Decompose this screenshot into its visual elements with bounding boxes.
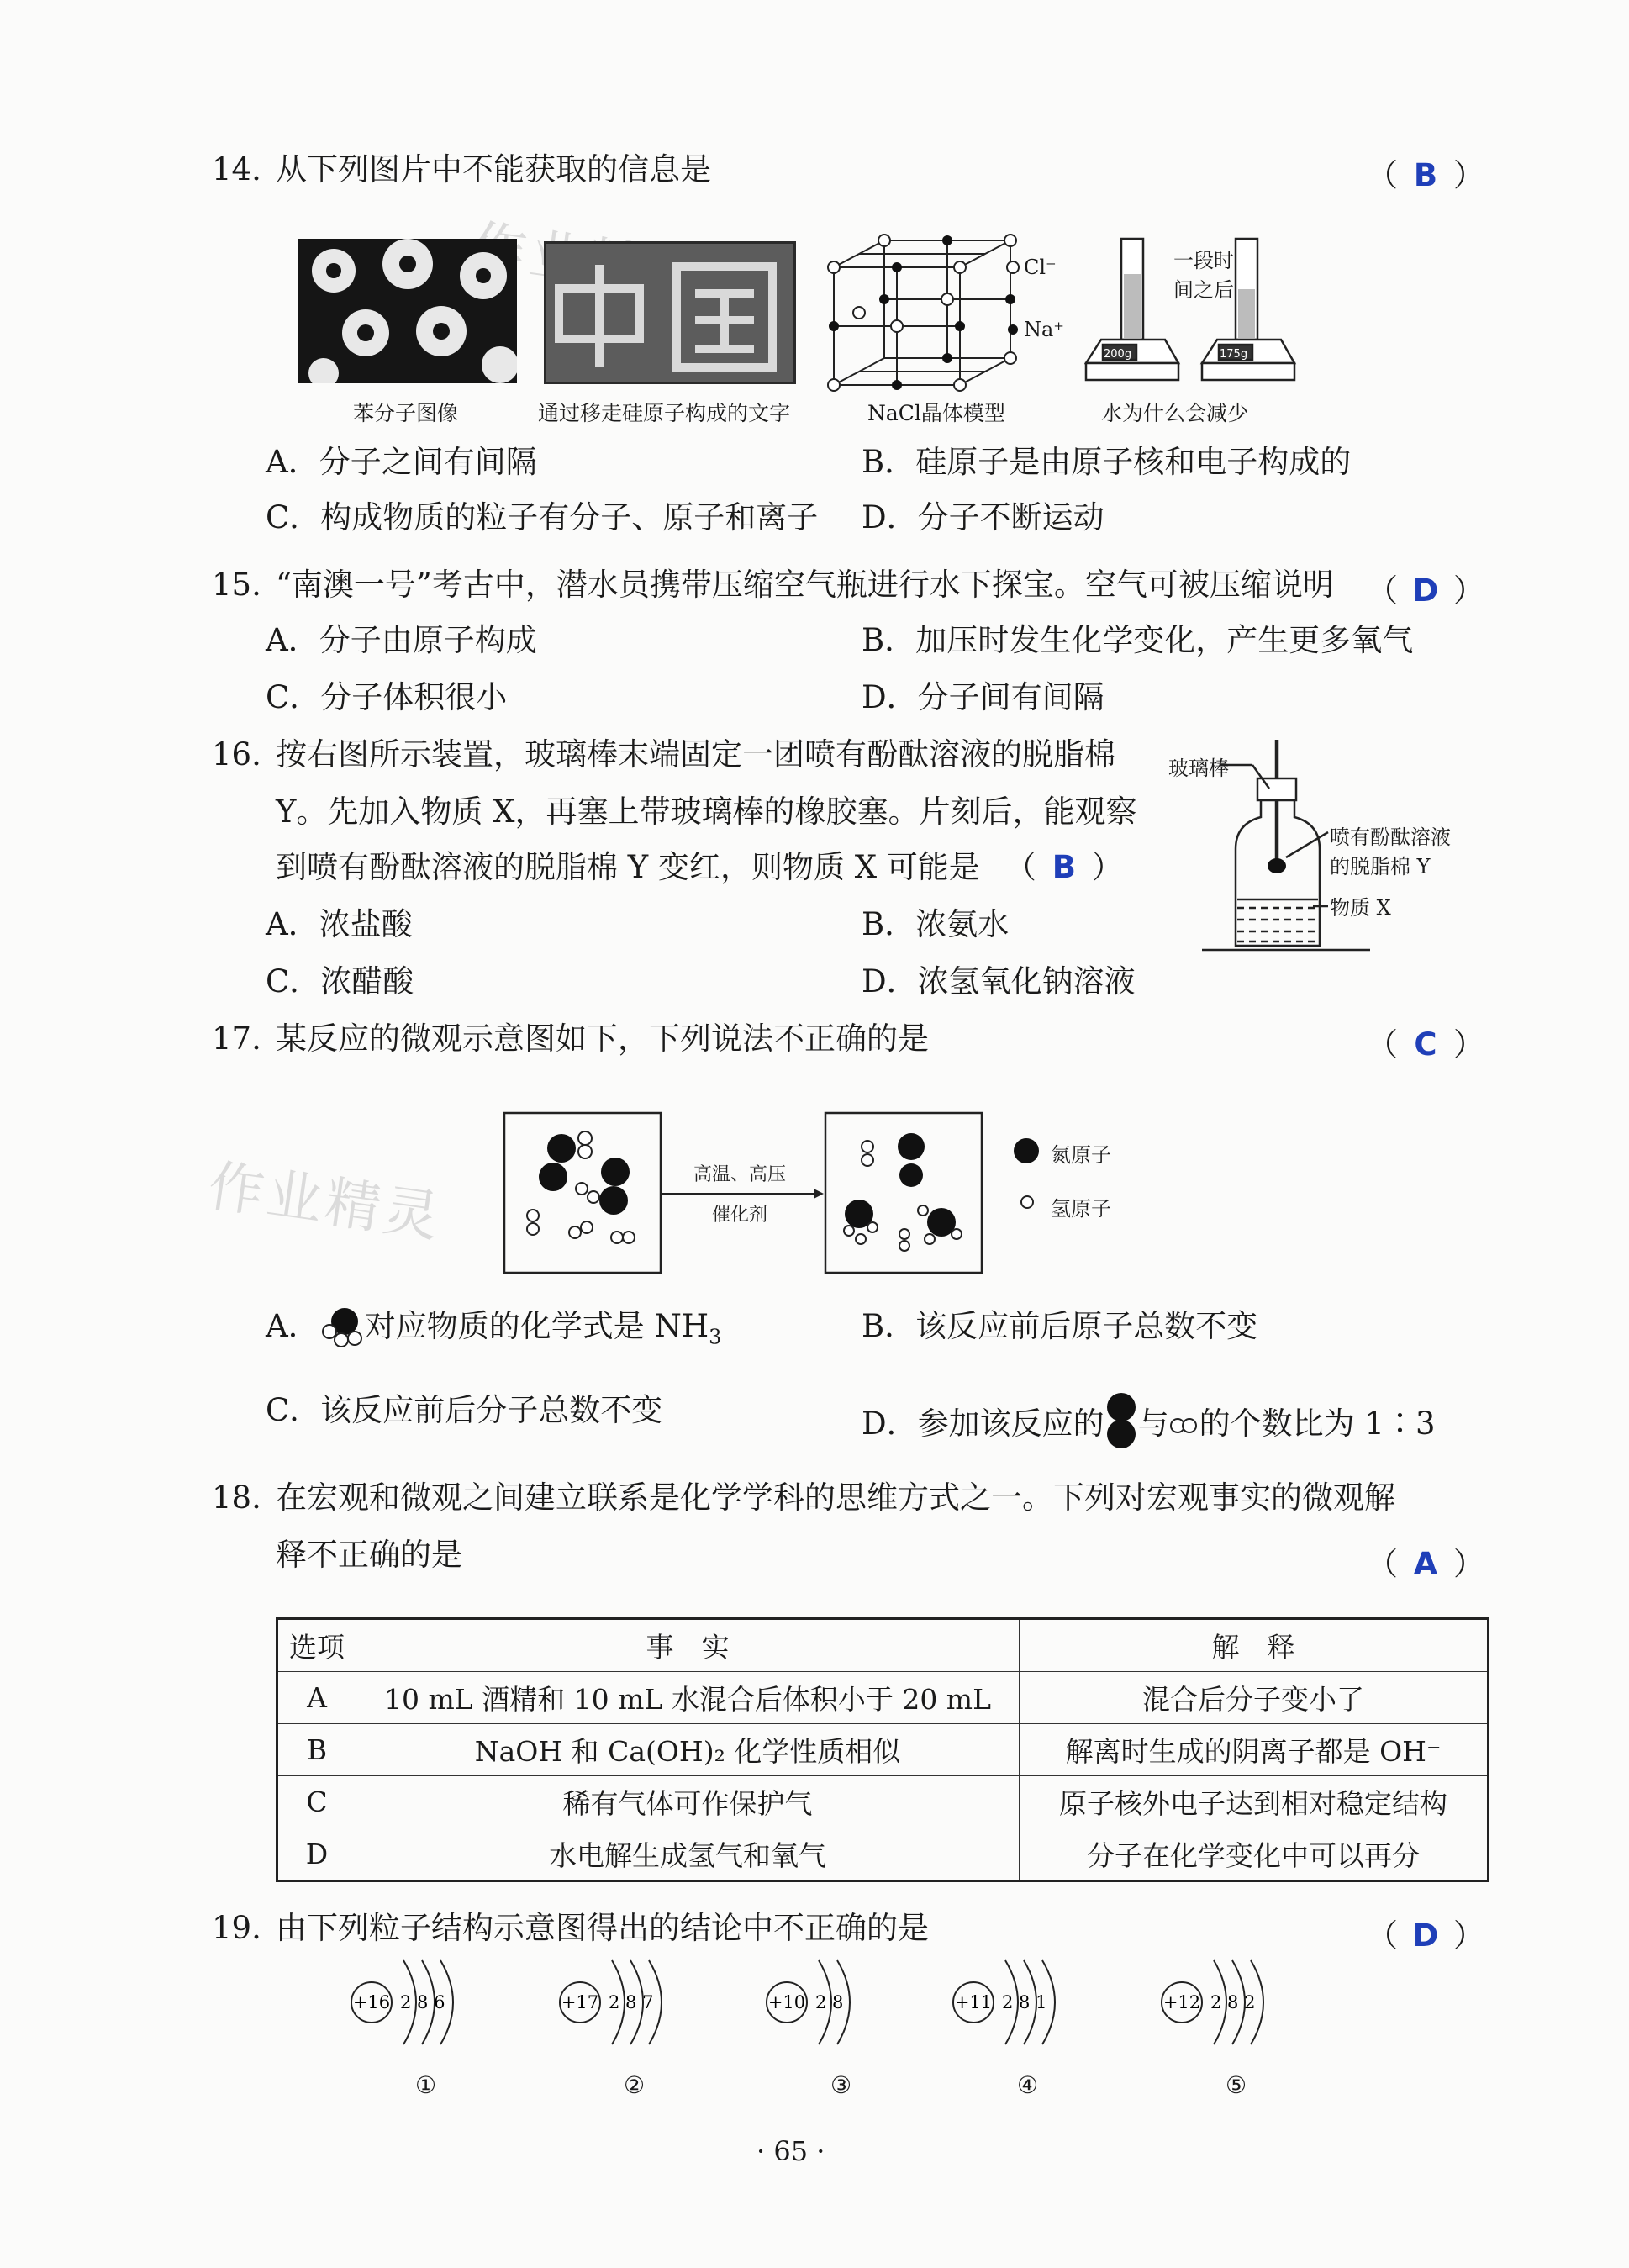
watermark: 作业精灵 <box>204 1152 447 1251</box>
option-a: A．浓盐酸 <box>266 906 413 942</box>
legend-nitrogen: 氮原子 <box>1051 1143 1111 1167</box>
na-label: Na⁺ <box>1024 318 1064 341</box>
option-c: C．构成物质的粒子有分子、原子和离子 <box>266 499 819 535</box>
question-text: 从下列图片中不能获取的信息是 <box>276 151 711 187</box>
nucleus-charge: +17 <box>561 1992 599 2012</box>
particle-label: ④ <box>1017 2071 1039 2099</box>
question-line-1: 按右图所示装置，玻璃棒末端固定一团喷有酚酞溶液的脱脂棉 <box>276 736 1115 773</box>
option-b: B．该反应前后原子总数不变 <box>862 1308 1258 1344</box>
answer-bracket: （ D ） <box>1367 1917 1484 1954</box>
option-a: A．分子之间有间隔 <box>266 444 537 480</box>
answer: B <box>1413 157 1438 193</box>
question-17 <box>212 1019 929 1059</box>
option-a: A．分子由原子构成 <box>266 622 537 658</box>
question-line-3: 到喷有酚酞溶液的脱脂棉 Y 变红，则物质 X 可能是 （ B ） <box>276 847 1123 888</box>
particle-label: ⑤ <box>1226 2071 1247 2099</box>
option-d: D．分子间有间隔 <box>862 679 1104 715</box>
question-number: 15. <box>212 567 261 603</box>
reaction-diagram <box>503 1111 999 1279</box>
question-15 <box>212 565 1334 605</box>
condition-1: 高温、高压 <box>693 1164 787 1185</box>
option-d: D．浓氢氧化钠溶液 <box>862 963 1136 1000</box>
scale-reading-2: 175g <box>1220 348 1248 361</box>
option-c: C．浓醋酸 <box>266 963 414 1000</box>
answer: B <box>1052 849 1076 885</box>
legend-hydrogen: 氢原子 <box>1051 1197 1111 1221</box>
label-substance-x: 物质 X <box>1330 896 1391 920</box>
question-number: 16. <box>212 736 261 773</box>
caption-2: 通过移走硅原子构成的文字 <box>538 401 791 425</box>
nucleus-charge: +12 <box>1162 1992 1201 2012</box>
cl-label: Cl⁻ <box>1024 256 1057 279</box>
answer-bracket: （ C ） <box>1367 1026 1484 1063</box>
caption-3: NaCl晶体模型 <box>867 401 1005 425</box>
nucleus-charge: +16 <box>352 1992 391 2012</box>
answer: D <box>1412 1917 1439 1954</box>
benzene-image <box>298 239 517 383</box>
question-14 <box>212 150 711 190</box>
nitrogen-atom-legend-icon <box>1012 1137 1041 1165</box>
table-row: A 10 mL 酒精和 10 mL 水混合后体积小于 20 mL 混合后分子变小了 <box>277 1672 1489 1724</box>
option-c: C．分子体积很小 <box>266 679 508 715</box>
electron-shells: 2 8 <box>815 1992 844 2012</box>
question-line-1: 在宏观和微观之间建立联系是化学学科的思维方式之一。下列对宏观事实的微观解 <box>276 1479 1395 1516</box>
question-18 <box>212 1478 1395 1518</box>
particle-diagram <box>558 1949 676 2066</box>
label-cotton: 喷有酚酞溶液 的脱脂棉 Y <box>1330 825 1451 878</box>
electron-shells: 2 8 1 <box>1002 1992 1047 2012</box>
facts-table <box>276 1617 1489 1882</box>
question-number: 19. <box>212 1910 261 1946</box>
particle-label: ② <box>624 2071 646 2099</box>
nucleus-charge: +11 <box>954 1992 993 2012</box>
table-header-row: 选项 事 实 解 释 <box>277 1619 1489 1672</box>
caption-1: 苯分子图像 <box>353 401 459 425</box>
na-ion-legend-icon <box>1004 321 1021 338</box>
label-rod: 玻璃棒 <box>1168 757 1229 780</box>
h2-molecule-icon <box>1169 1416 1199 1436</box>
answer-bracket: （ A ） <box>1367 1546 1484 1582</box>
n2-molecule-icon <box>1104 1390 1138 1458</box>
option-d: D．参加该反应的 与 的个数比为 1∶3 <box>862 1390 1436 1458</box>
table-row: D 水电解生成氢气和氧气 分子在化学变化中可以再分 <box>277 1828 1489 1881</box>
option-c: C．该反应前后分子总数不变 <box>266 1392 663 1428</box>
question-number: 17. <box>212 1021 261 1057</box>
question-line-2: Y。先加入物质 X，再塞上带玻璃棒的橡胶塞。片刻后，能观察 <box>276 794 1137 830</box>
table-row: C 稀有气体可作保护气 原子核外电子达到相对稳定结构 <box>277 1776 1489 1828</box>
option-b: B．浓氨水 <box>862 906 1010 942</box>
particle-diagram <box>765 1949 883 2066</box>
question-text: 某反应的微观示意图如下，下列说法不正确的是 <box>276 1021 929 1057</box>
particle-diagram <box>1160 1949 1278 2066</box>
option-b: B．硅原子是由原子核和电子构成的 <box>862 444 1352 480</box>
particle-label: ③ <box>830 2071 852 2099</box>
question-line-2: 释不正确的是 <box>276 1537 462 1573</box>
nh3-molecule-icon <box>319 1306 365 1347</box>
particle-diagram <box>350 1949 467 2066</box>
nacl-crystal-model <box>825 234 1036 393</box>
scale-reading-1: 200g <box>1104 348 1132 361</box>
option-b: B．加压时发生化学变化，产生更多氧气 <box>862 622 1414 658</box>
question-16 <box>212 735 1115 775</box>
question-19 <box>212 1908 929 1949</box>
option-a: A． 对应物质的化学式是 $NH_3$ <box>266 1308 722 1349</box>
electron-shells: 2 8 7 <box>609 1992 654 2012</box>
answer: A <box>1413 1546 1438 1582</box>
table-row: B NaOH 和 Ca(OH)₂ 化学性质相似 解离时生成的阴离子都是 OH⁻ <box>277 1724 1489 1776</box>
electron-shells: 2 8 6 <box>400 1992 445 2012</box>
silicon-atom-text-image <box>544 241 796 384</box>
answer-bracket: （ B ） <box>1367 157 1484 193</box>
page-number: · 65 · <box>757 2135 825 2167</box>
answer-bracket: （ D ） <box>1367 572 1484 609</box>
question-text: 由下列粒子结构示意图得出的结论中不正确的是 <box>276 1910 929 1946</box>
option-d: D．分子不断运动 <box>862 499 1104 535</box>
nucleus-charge: +10 <box>767 1992 806 2012</box>
cl-ion-legend-icon <box>1004 259 1021 276</box>
condition-2: 催化剂 <box>711 1205 768 1226</box>
question-number: 14. <box>212 151 261 187</box>
answer: D <box>1412 572 1439 609</box>
electron-shells: 2 8 2 <box>1210 1992 1256 2012</box>
answer: C <box>1414 1026 1437 1063</box>
caption-4: 水为什么会减少 <box>1101 401 1249 425</box>
question-number: 18. <box>212 1479 261 1516</box>
particle-diagram <box>952 1949 1069 2066</box>
hydrogen-atom-legend-icon <box>1019 1194 1036 1210</box>
particle-label: ① <box>415 2071 437 2099</box>
question-text: “南澳一号”考古中，潜水员携带压缩空气瓶进行水下探宝。空气可被压缩说明 <box>276 567 1334 603</box>
time-note: 一段时 间之后 <box>1173 249 1234 302</box>
